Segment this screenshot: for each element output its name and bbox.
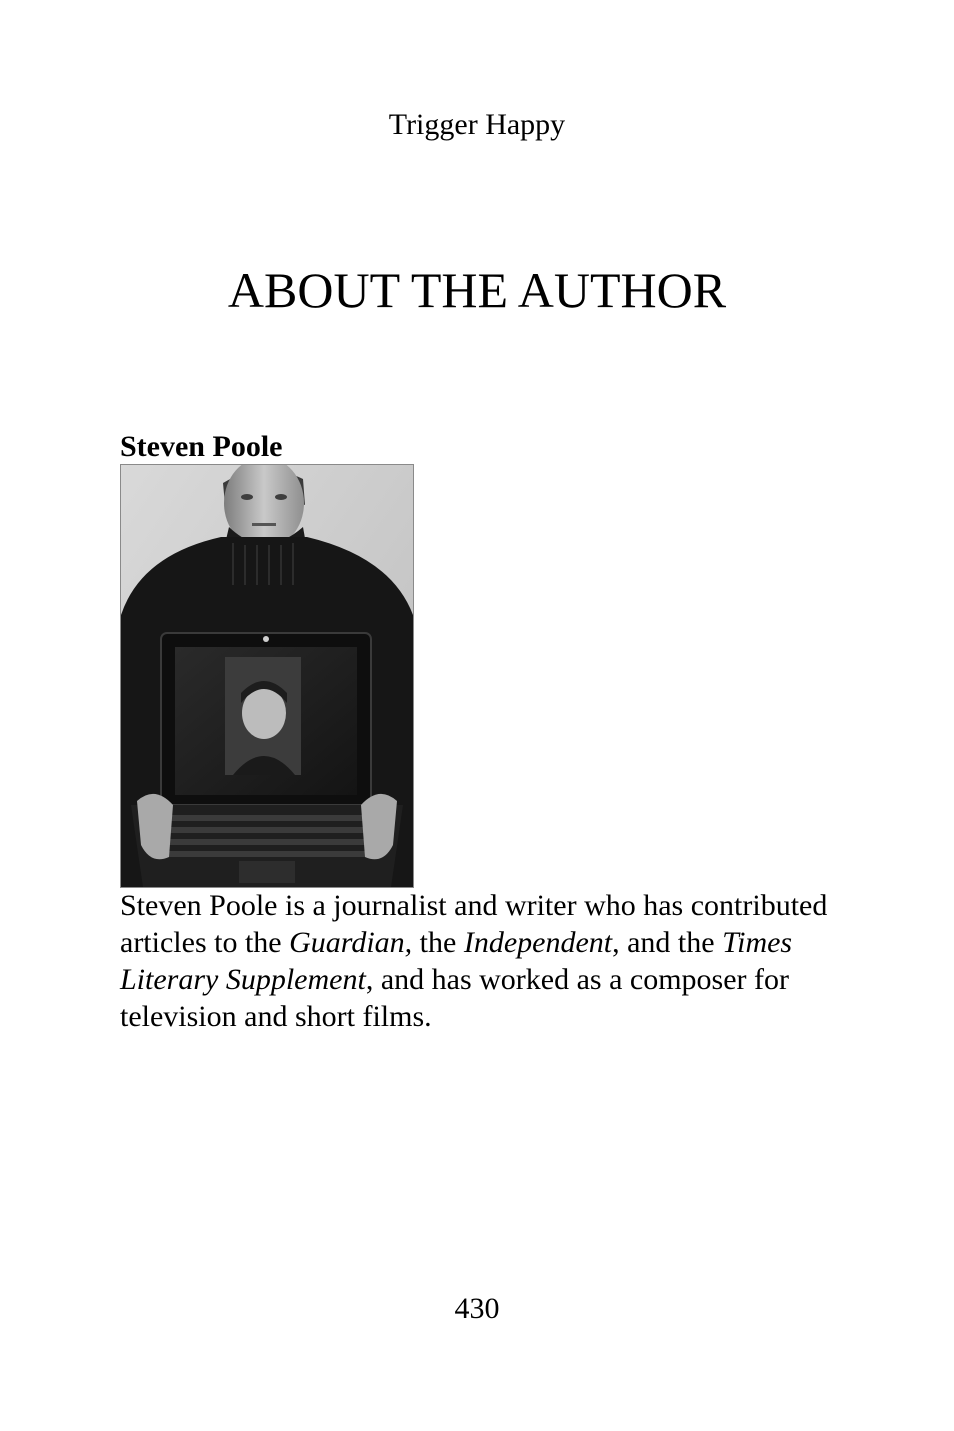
bio-text-4: , and has worked as a composer for television and short films. [120,963,790,1033]
author-bio [120,887,840,1035]
bio-tls: Times Literary Supplement [120,926,793,996]
bio-text-2: the [412,926,464,959]
running-header: Trigger Happy [388,108,566,141]
page-number: 430 [454,1292,500,1325]
bio-guardian: Guardian, [289,926,413,959]
bio-text-3: , and the [612,926,723,959]
author-photo [120,464,414,888]
author-name: Steven Poole [120,430,283,463]
chapter-title: ABOUT THE AUTHOR [227,262,727,318]
author-photo-illustration [121,465,413,887]
bio-independent: Independent [463,926,613,959]
bio-text-1: Steven Poole is a journalist and writer who has contributed articles to the [120,889,828,959]
